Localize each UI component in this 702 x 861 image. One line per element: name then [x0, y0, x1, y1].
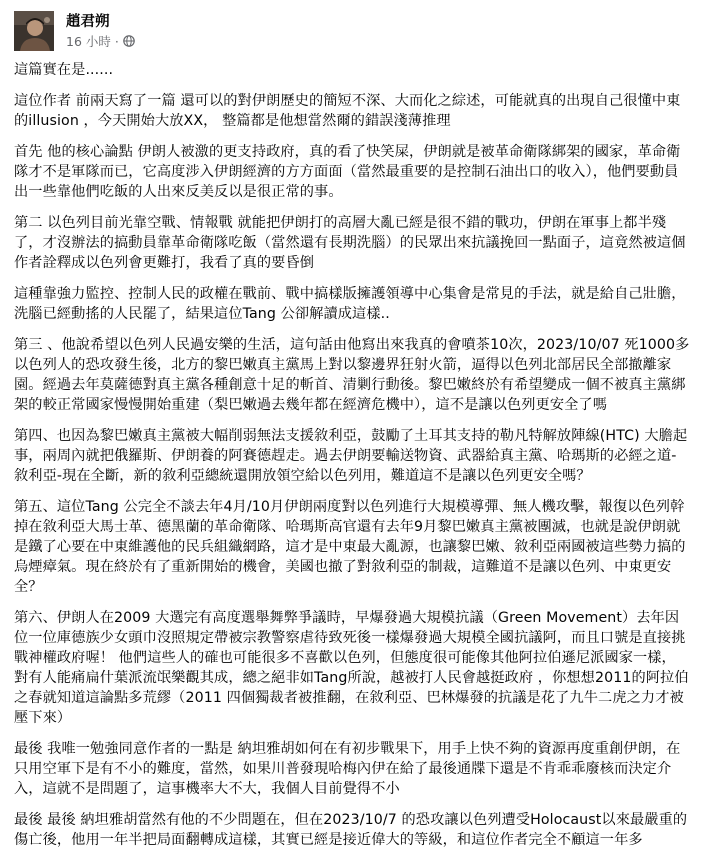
post-paragraph: 第二 以色列目前光靠空戰、情報戰 就能把伊朗打的高層大亂已經是很不錯的戰功，伊朗在軍事上都半殘了，才沒辦法的搞動員靠革命衛隊吃飯（當然還有長期洗腦）的民眾出來抗議挽回一點面子，這竟然被這個作者詮釋成以色列會更難打，我看了真的要昏倒 — [14, 215, 686, 271]
post-paragraph: 第四、也因為黎巴嫩真主黨被大幅削弱無法支援敘利亞，鼓勵了土耳其支持的勒凡特解放陣線(HTC) 大膽起事，兩周內就把俄羅斯、伊朗養的阿賽德趕走。過去伊朗要輸送物資、武器給真主黨、哈瑪斯的必經之道-敘利亞-現在全斷，新的敘利亞總統還開放領空給以色列用，難道這不是讓以色列更安全嗎？ — [14, 428, 688, 484]
post-time[interactable]: 16 小時 — [66, 33, 111, 49]
post-paragraph: 第三 、他說希望以色列人民過安樂的生活，這句話由他寫出來我真的會噴茶10次，2023/10/07 死1000多以色列人的恐攻發生後，北方的黎巴嫩真主黨馬上對以黎邊界狂射火箭，逼得以色列北部居民全部撤離家園。經過去年莫薩德對真主黨各種創意十足的斬首、清剿行動後。黎巴嫩終於有希望變成一個不被真主黨綁架的較正常國家慢慢開始重建（梨巴嫩過去幾年都在經濟危機中），這不是讓以色列更安全了嗎 — [14, 337, 690, 413]
author-name[interactable]: 趙君朔 — [66, 13, 110, 30]
post-paragraph: 這種靠強力監控、控制人民的政權在戰前、戰中搞樣版擁護領導中心集會是常見的手法，就是給自己壯膽，洗腦已經動搖的人民罷了，結果這位Tang 公卻解讀成這樣.. — [14, 286, 686, 322]
globe-icon[interactable] — [123, 35, 135, 47]
post-paragraph: 第六、伊朗人在2009 大選完有高度選舉舞弊爭議時，早爆發過大規模抗議（Green Movement）去年因位一位庫德族少女頭巾沒照規定帶被宗教警察虐待致死後一樣爆發過大規模全國抗議阿，而且口號是直接挑戰神權政府喔！ 他們這些人的確也可能很多不喜歡以色列，但態度很可能像其他阿拉伯遜尼派國家一樣，對有人能痛扁什葉派流氓樂觀其成，總之絕非如Tang所說，越被打人民會越挺政府 ，你想想2011的阿拉伯之春就知道這論點多荒繆（2011 四個獨裁者被推翻，在敘利亞、巴林爆發的抗議是花了九牛二虎之力才被壓下來） — [14, 610, 689, 726]
post-paragraph: 這篇實在是...... — [14, 62, 114, 78]
post-paragraph: 第五、這位Tang 公完全不談去年4月/10月伊朗兩度對以色列進行大規模導彈、無人機攻擊，報復以色列幹掉在敘利亞大馬士革、德黑蘭的革命衛隊、哈瑪斯高官還有去年9月黎巴嫩真主黨被團滅，也就是說伊朗就是鐵了心要在中東維護他的民兵組織網路，這才是中東最大亂源，也讓黎巴嫩、敘利亞兩國被這些勢力搞的烏煙瘴氣。現在終於有了重新開始的機會，美國也撤了對敘利亞的制裁，這難道不是讓以色列、中東更安全？ — [14, 499, 686, 595]
post-header — [14, 9, 135, 53]
post-paragraph: 最後 我唯一勉強同意作者的一點是 納坦雅胡如何在有初步戰果下，用手上快不夠的資源再度重創伊朗，在只用空軍下是有不小的難度，當然，如果川普發現哈梅內伊在給了最後通牒下還是不肯乖乖廢核而決定介入，這就不是問題了，這事機率大不大，我個人目前覺得不小 — [14, 741, 681, 797]
avatar-photo — [14, 11, 54, 51]
post-meta — [66, 13, 135, 50]
post-paragraph: 首先 他的核心論點 伊朗人被激的更支持政府，真的看了快笑屎，伊朗就是被革命衛隊綁架的國家，革命衛隊才不是軍隊而已，它高度涉入伊朗經濟的方方面面（當然最重要的是控制石油出口的收入），他們要動員出一些靠他們吃飯的人出來反美反以是很正常的事。 — [14, 144, 681, 200]
post-paragraph: 這位作者 前兩天寫了一篇 還可以的對伊朗歷史的簡短不深、大而化之綜述，可能就真的出現自己很懂中東的illusion ，今天開始大放XX， 整篇都是他想當然爾的錯誤淺薄推理 — [14, 93, 681, 129]
separator-dot: · — [114, 33, 119, 49]
post-subline — [66, 33, 135, 50]
post-body — [14, 60, 690, 861]
post-paragraph: 最後 最後 納坦雅胡當然有他的不少問題在，但在2023/10/7 的恐攻讓以色列遭受Holocaust以來最嚴重的傷亡後，他用一年半把局面翻轉成這樣，其實已經是接近偉大的等級，和這位作者完全不顧這一年多 — [14, 812, 688, 848]
avatar[interactable] — [14, 11, 54, 51]
